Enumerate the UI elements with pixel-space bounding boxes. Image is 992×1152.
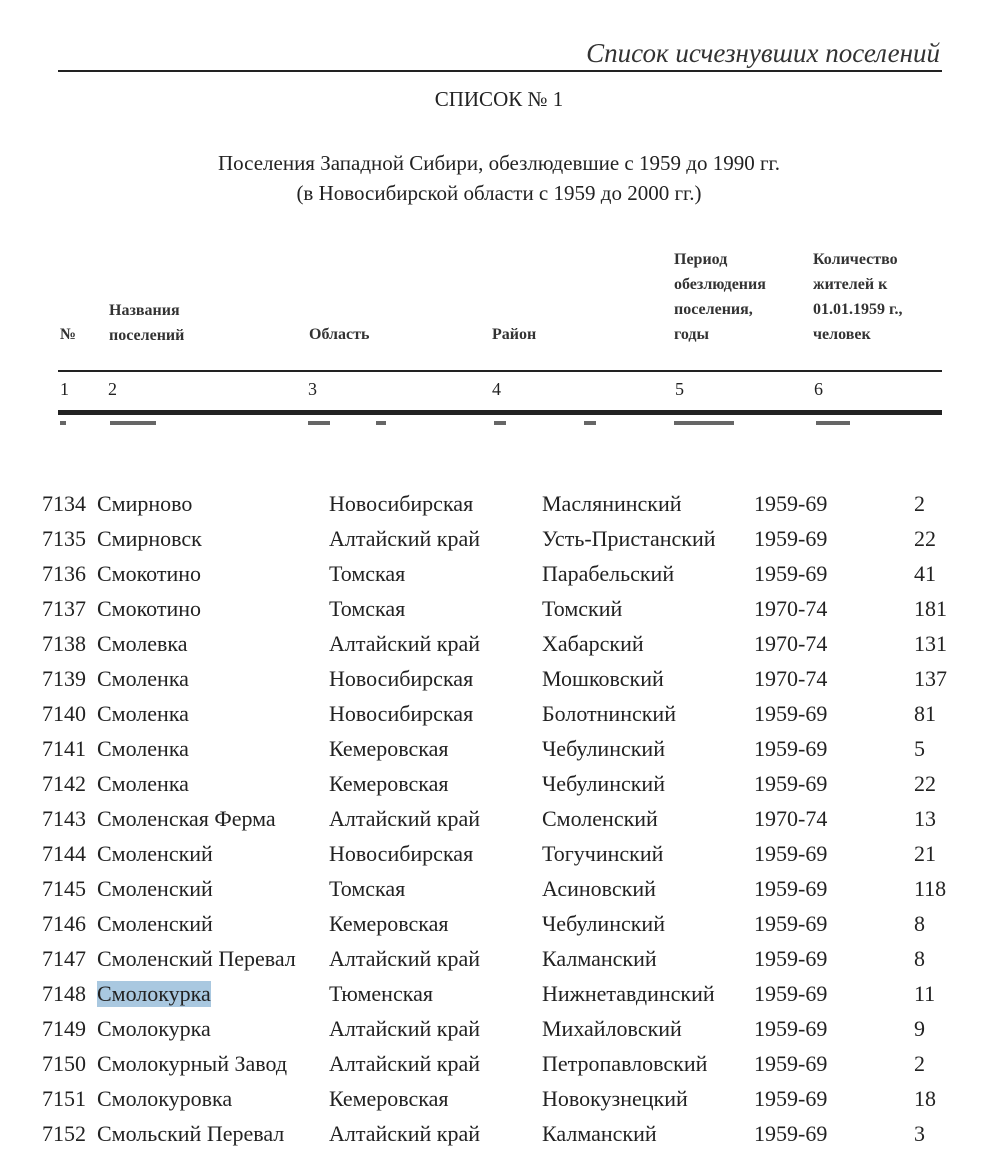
column-header-period: Период обезлюдения поселения, годы: [674, 251, 766, 343]
population-count: 137: [914, 666, 947, 691]
region: Кемеровская: [329, 1086, 449, 1111]
table-row: [0, 1082, 992, 1117]
period: 1959-69: [754, 1086, 828, 1111]
period: 1959-69: [754, 1121, 828, 1146]
cropped-text-remnant: [58, 421, 942, 427]
row-number: 7140: [42, 701, 86, 726]
region: Алтайский край: [329, 1016, 481, 1041]
table-row: [0, 977, 992, 1012]
population-count: 21: [914, 841, 936, 866]
district: Калманский: [542, 946, 657, 971]
table-row: [0, 1117, 992, 1152]
district: Маслянинский: [542, 491, 682, 516]
period: 1959-69: [754, 911, 828, 936]
region: Алтайский край: [329, 526, 481, 551]
column-header-district: Район: [492, 326, 537, 343]
column-index-4: 4: [492, 379, 501, 399]
header-rule: [58, 70, 942, 72]
district: Новокузнецкий: [542, 1086, 688, 1111]
period: 1959-69: [754, 946, 828, 971]
table-row: [0, 487, 992, 522]
period: 1970-74: [754, 806, 828, 831]
column-header-rule: [58, 370, 942, 372]
population-count: 13: [914, 806, 936, 831]
district: Тогучинский: [542, 841, 664, 866]
period: 1959-69: [754, 771, 828, 796]
period: 1959-69: [754, 876, 828, 901]
district: Томский: [542, 596, 623, 621]
region: Томская: [329, 876, 406, 901]
district: Чебулинский: [542, 771, 665, 796]
district: Чебулинский: [542, 911, 665, 936]
table-row: [0, 697, 992, 732]
table-row: [0, 802, 992, 837]
period: 1959-69: [754, 561, 828, 586]
settlement-name[interactable]: Смоленка: [97, 771, 189, 796]
period: 1959-69: [754, 841, 828, 866]
settlement-name[interactable]: Смольский Перевал: [97, 1121, 285, 1146]
region: Новосибирская: [329, 841, 474, 866]
settlement-name[interactable]: Смоленский: [97, 911, 213, 936]
table-row: [0, 592, 992, 627]
row-number: 7152: [42, 1121, 86, 1146]
row-number: 7142: [42, 771, 86, 796]
column-header-region: Область: [309, 326, 370, 343]
row-number: 7146: [42, 911, 86, 936]
region: Кемеровская: [329, 771, 449, 796]
row-number: 7137: [42, 596, 86, 621]
district: Калманский: [542, 1121, 657, 1146]
district: Михайловский: [542, 1016, 682, 1041]
row-number: 7143: [42, 806, 86, 831]
subtitle: [0, 148, 992, 208]
row-number: 7149: [42, 1016, 86, 1041]
table-row: [0, 767, 992, 802]
subtitle-line-2: (в Новосибирской области с 1959 до 2000 гг.): [296, 181, 702, 205]
settlement-name[interactable]: Смокотино: [97, 596, 202, 621]
table-row: [0, 1047, 992, 1082]
district: Нижнетавдинский: [542, 981, 715, 1006]
district: Болотнинский: [542, 701, 676, 726]
row-number: 7138: [42, 631, 86, 656]
period: 1959-69: [754, 981, 828, 1006]
row-number: 7136: [42, 561, 86, 586]
settlement-name[interactable]: Смоленская Ферма: [97, 806, 276, 831]
district: Асиновский: [542, 876, 656, 901]
period: 1959-69: [754, 1016, 828, 1041]
table-row: [0, 732, 992, 767]
row-number: 7141: [42, 736, 86, 761]
population-count: 11: [914, 981, 936, 1006]
settlement-name[interactable]: Смоленка: [97, 666, 189, 691]
column-index-6: 6: [814, 379, 823, 399]
population-count: 5: [914, 736, 925, 761]
settlement-name[interactable]: Смолокурка: [97, 1016, 211, 1041]
region: Тюменская: [329, 981, 433, 1006]
population-count: 131: [914, 631, 947, 656]
period: 1970-74: [754, 666, 828, 691]
table-row: [0, 557, 992, 592]
district: Усть-Пристанский: [542, 526, 716, 551]
population-count: 9: [914, 1016, 925, 1041]
population-count: 81: [914, 701, 936, 726]
table-row: [0, 872, 992, 907]
row-number: 7139: [42, 666, 86, 691]
row-number: 7151: [42, 1086, 86, 1111]
population-count: 8: [914, 911, 925, 936]
settlement-name[interactable]: Смоленка: [97, 736, 189, 761]
period: 1959-69: [754, 491, 828, 516]
population-count: 22: [914, 771, 936, 796]
row-number: 7134: [42, 491, 86, 516]
region: Алтайский край: [329, 946, 481, 971]
population-count: 3: [914, 1121, 925, 1146]
region: Кемеровская: [329, 911, 449, 936]
column-index-5: 5: [675, 379, 684, 399]
table-row: [0, 837, 992, 872]
population-count: 41: [914, 561, 936, 586]
district: Смоленский: [542, 806, 658, 831]
settlement-name[interactable]: Смоленский Перевал: [97, 946, 296, 971]
region: Алтайский край: [329, 806, 481, 831]
district: Петропавловский: [542, 1051, 708, 1076]
population-count: 181: [914, 596, 947, 621]
table-head-bottom-rule: [58, 410, 942, 415]
table-row: [0, 662, 992, 697]
population-count: 2: [914, 491, 925, 516]
table-row: [0, 522, 992, 557]
column-header-number: №: [60, 326, 77, 343]
period: 1970-74: [754, 596, 828, 621]
settlement-name[interactable]: Смоленский: [97, 841, 213, 866]
column-index-2: 2: [108, 379, 117, 399]
subtitle-line-1: Поселения Западной Сибири, обезлюдевшие с 1959 до 1990 гг.: [217, 151, 781, 175]
row-number: 7150: [42, 1051, 86, 1076]
column-index-3: 3: [308, 379, 317, 399]
settlement-name[interactable]: Смолокурный Завод: [97, 1051, 288, 1076]
row-number: 7147: [42, 946, 86, 971]
region: Алтайский край: [329, 1051, 481, 1076]
region: Алтайский край: [329, 1121, 481, 1146]
region: Новосибирская: [329, 666, 474, 691]
settlement-name[interactable]: Смолевка: [97, 631, 188, 656]
table-row: [0, 627, 992, 662]
settlement-name[interactable]: Смолокуровка: [97, 1086, 233, 1111]
period: 1959-69: [754, 526, 828, 551]
table-row: [0, 907, 992, 942]
population-count: 8: [914, 946, 925, 971]
row-number: 7148: [42, 981, 86, 1006]
district: Мошковский: [542, 666, 664, 691]
list-title: СПИСОК № 1: [434, 87, 564, 111]
settlement-name[interactable]: Смоленский: [97, 876, 213, 901]
region: Томская: [329, 561, 406, 586]
period: 1970-74: [754, 631, 828, 656]
column-header-name: Названия поселений: [109, 302, 185, 344]
district: Парабельский: [542, 561, 675, 586]
settlement-name[interactable]: Смокотино: [97, 561, 202, 586]
district: Хабарский: [542, 631, 644, 656]
settlement-name[interactable]: Смоленка: [97, 701, 189, 726]
population-count: 22: [914, 526, 936, 551]
row-number: 7145: [42, 876, 86, 901]
table-row: [0, 1012, 992, 1047]
region: Кемеровская: [329, 736, 449, 761]
district: Чебулинский: [542, 736, 665, 761]
settlement-name[interactable]: Смирново: [97, 491, 193, 516]
row-number: 7144: [42, 841, 86, 866]
region: Новосибирская: [329, 491, 474, 516]
period: 1959-69: [754, 701, 828, 726]
settlement-name[interactable]: Смирновск: [97, 526, 202, 551]
column-index-1: 1: [60, 379, 69, 399]
period: 1959-69: [754, 1051, 828, 1076]
row-number: 7135: [42, 526, 86, 551]
population-count: 18: [914, 1086, 936, 1111]
region: Новосибирская: [329, 701, 474, 726]
period: 1959-69: [754, 736, 828, 761]
region: Томская: [329, 596, 406, 621]
population-count: 2: [914, 1051, 925, 1076]
running-head: Список исчезнувших поселений: [586, 38, 940, 68]
region: Алтайский край: [329, 631, 481, 656]
table-row: [0, 942, 992, 977]
population-count: 118: [914, 876, 947, 901]
settlement-name-selected[interactable]: Смолокурка: [97, 981, 211, 1006]
column-header-count: Количество жителей к 01.01.1959 г., человек: [813, 251, 903, 343]
